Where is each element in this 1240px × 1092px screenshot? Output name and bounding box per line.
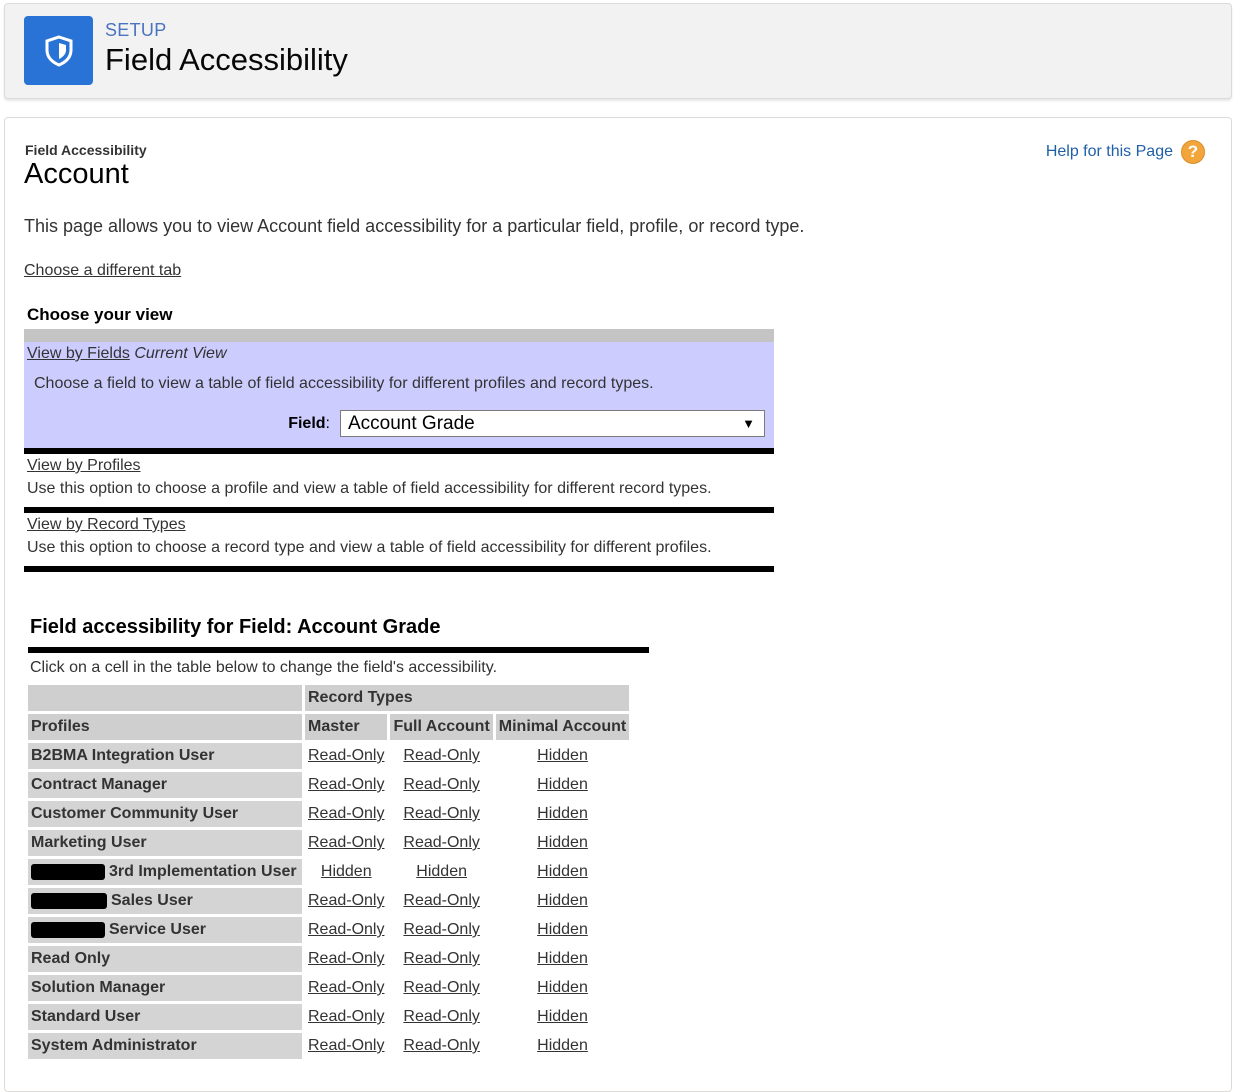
table-row xyxy=(28,743,629,769)
choose-view-header: Choose your view xyxy=(27,305,173,324)
header-eyebrow: SETUP xyxy=(105,20,167,40)
view-by-record-types-section xyxy=(24,513,774,566)
accessibility-cell xyxy=(496,888,629,914)
accessibility-value-link[interactable]: Hidden xyxy=(537,863,588,880)
help-section xyxy=(1046,140,1205,164)
profile-name: Service User xyxy=(109,921,206,938)
accessibility-value-link[interactable]: Read-Only xyxy=(403,1037,480,1054)
accessibility-value-link[interactable]: Hidden xyxy=(416,863,467,880)
accessibility-cell xyxy=(305,1033,387,1059)
table-row xyxy=(28,888,629,914)
table-corner-cell xyxy=(28,685,302,711)
accessibility-value-link[interactable]: Read-Only xyxy=(308,747,385,764)
redaction-mark xyxy=(31,922,105,938)
accessibility-value-link[interactable]: Read-Only xyxy=(308,979,385,996)
profile-name-cell xyxy=(28,743,302,769)
accessibility-cell xyxy=(305,888,387,914)
accessibility-cell xyxy=(305,917,387,943)
view-by-profiles-section xyxy=(24,454,774,507)
profile-name: Read Only xyxy=(31,950,111,967)
accessibility-cell xyxy=(496,946,629,972)
record-types-header: Record Types xyxy=(305,685,629,711)
column-header-master: Master xyxy=(305,714,387,740)
profile-name-cell xyxy=(28,1004,302,1030)
accessibility-value-link[interactable]: Read-Only xyxy=(403,950,480,967)
accessibility-value-link[interactable]: Read-Only xyxy=(403,979,480,996)
accessibility-value-link[interactable]: Hidden xyxy=(537,834,588,851)
field-select[interactable] xyxy=(340,410,765,437)
accessibility-cell xyxy=(305,1004,387,1030)
field-label: Field: xyxy=(288,414,330,432)
accessibility-value-link[interactable]: Hidden xyxy=(537,892,588,909)
choose-different-tab-link[interactable]: Choose a different tab xyxy=(24,262,182,279)
profile-name-cell xyxy=(28,772,302,798)
table-row xyxy=(28,801,629,827)
profiles-header: Profiles xyxy=(28,714,302,740)
table-row xyxy=(28,975,629,1001)
field-select-value: Account Grade xyxy=(348,412,475,434)
accessibility-cell xyxy=(390,1004,492,1030)
accessibility-cell xyxy=(496,1033,629,1059)
redaction-mark xyxy=(31,864,105,880)
accessibility-cell xyxy=(390,975,492,1001)
accessibility-value-link[interactable]: Read-Only xyxy=(308,950,385,967)
table-header-row xyxy=(28,685,629,711)
view-by-record-types-text: Use this option to choose a record type and view a table of field accessibility for different profiles. xyxy=(27,539,712,556)
accessibility-value-link[interactable]: Hidden xyxy=(537,776,588,793)
accessibility-value-link[interactable]: Read-Only xyxy=(308,776,385,793)
view-options xyxy=(24,329,774,572)
accessibility-cell xyxy=(305,772,387,798)
profile-name: Marketing User xyxy=(31,834,147,851)
help-link[interactable]: Help for this Page xyxy=(1045,143,1173,160)
accessibility-cell xyxy=(305,859,387,885)
page-description: This page allows you to view Account field accessibility for a particular field, profile, or record type. xyxy=(24,216,805,236)
accessibility-value-link[interactable]: Hidden xyxy=(537,921,588,938)
accessibility-cell xyxy=(390,743,492,769)
accessibility-value-link[interactable]: Hidden xyxy=(537,979,588,996)
accessibility-value-link[interactable]: Read-Only xyxy=(403,747,480,764)
table-header-row xyxy=(28,714,629,740)
accessibility-cell xyxy=(305,801,387,827)
table-row xyxy=(28,946,629,972)
profile-name-cell xyxy=(28,917,302,943)
profile-name: Solution Manager xyxy=(31,979,166,996)
accessibility-cell xyxy=(390,830,492,856)
view-by-record-types-link[interactable]: View by Record Types xyxy=(27,516,186,533)
profile-name: Standard User xyxy=(31,1008,141,1025)
accessibility-value-link[interactable]: Read-Only xyxy=(308,1008,385,1025)
table-row xyxy=(28,917,629,943)
accessibility-table xyxy=(25,682,632,1062)
accessibility-cell xyxy=(305,743,387,769)
accessibility-cell xyxy=(305,830,387,856)
divider xyxy=(28,647,649,653)
accessibility-cell xyxy=(496,743,629,769)
column-header-minimal-account: Minimal Account xyxy=(496,714,629,740)
field-selector-row xyxy=(288,410,765,437)
view-by-fields-section xyxy=(24,342,774,448)
profile-name: Sales User xyxy=(111,892,193,909)
divider xyxy=(24,566,774,572)
accessibility-table-body xyxy=(28,743,629,1059)
table-row xyxy=(28,859,629,885)
accessibility-cell xyxy=(305,946,387,972)
accessibility-value-link[interactable]: Read-Only xyxy=(403,892,480,909)
accessibility-cell xyxy=(496,1004,629,1030)
page-header xyxy=(4,3,1232,99)
table-row xyxy=(28,830,629,856)
profile-name: Contract Manager xyxy=(31,776,168,793)
accessibility-cell xyxy=(390,801,492,827)
table-row xyxy=(28,772,629,798)
profile-name-cell xyxy=(28,888,302,914)
profile-name-cell xyxy=(28,830,302,856)
accessibility-value-link[interactable]: Read-Only xyxy=(308,834,385,851)
profile-name-cell xyxy=(28,1033,302,1059)
accessibility-cell xyxy=(390,917,492,943)
profile-name-cell xyxy=(28,946,302,972)
object-title: Account xyxy=(24,158,129,190)
help-icon[interactable]: ? xyxy=(1181,140,1205,164)
profile-name: System Administrator xyxy=(31,1037,197,1054)
table-row xyxy=(28,1004,629,1030)
accessibility-value-link[interactable]: Read-Only xyxy=(403,921,480,938)
accessibility-cell xyxy=(496,975,629,1001)
accessibility-cell xyxy=(496,801,629,827)
redaction-mark xyxy=(31,893,107,909)
page-title: Field Accessibility xyxy=(105,42,348,77)
accessibility-value-link[interactable]: Hidden xyxy=(320,863,372,880)
main-panel xyxy=(4,117,1232,1092)
view-by-profiles-link[interactable]: View by Profiles xyxy=(27,457,141,474)
accessibility-value-link[interactable]: Hidden xyxy=(537,1037,588,1054)
accessibility-value-link[interactable]: Hidden xyxy=(537,805,588,822)
breadcrumb: Field Accessibility xyxy=(25,142,147,158)
shield-icon xyxy=(24,16,93,85)
accessibility-value-link[interactable]: Read-Only xyxy=(403,834,480,851)
accessibility-note: Click on a cell in the table below to change the field's accessibility. xyxy=(30,659,498,676)
view-by-fields-link[interactable]: View by Fields xyxy=(27,345,130,362)
accessibility-value-link[interactable]: Hidden xyxy=(537,1008,588,1025)
accessibility-cell xyxy=(390,859,492,885)
view-options-top-bar xyxy=(24,329,774,342)
column-header-full-account: Full Account xyxy=(390,714,492,740)
table-row xyxy=(28,1033,629,1059)
accessibility-value-link[interactable]: Hidden xyxy=(537,747,588,764)
accessibility-value-link[interactable]: Read-Only xyxy=(308,805,385,822)
accessibility-cell xyxy=(496,859,629,885)
profile-name: Customer Community User xyxy=(31,805,239,822)
accessibility-cell xyxy=(390,888,492,914)
accessibility-title: Field accessibility for Field: Account Grade xyxy=(30,616,441,638)
accessibility-cell xyxy=(390,946,492,972)
accessibility-cell xyxy=(390,772,492,798)
accessibility-cell xyxy=(305,975,387,1001)
profile-name-cell xyxy=(28,801,302,827)
current-view-label: Current View xyxy=(134,345,227,362)
profile-name: 3rd Implementation User xyxy=(109,863,297,880)
accessibility-value-link[interactable]: Read-Only xyxy=(403,776,480,793)
accessibility-cell xyxy=(496,917,629,943)
profile-name: B2BMA Integration User xyxy=(31,747,215,764)
accessibility-cell xyxy=(390,1033,492,1059)
accessibility-value-link[interactable]: Hidden xyxy=(537,950,588,967)
profile-name-cell xyxy=(28,859,302,885)
accessibility-value-link[interactable]: Read-Only xyxy=(403,805,480,822)
accessibility-cell xyxy=(496,772,629,798)
accessibility-value-link[interactable]: Read-Only xyxy=(308,892,385,909)
profile-name-cell xyxy=(28,975,302,1001)
chevron-down-icon: ▼ xyxy=(742,416,755,431)
view-by-fields-help: Choose a field to view a table of field accessibility for different profiles and record types. xyxy=(34,375,654,392)
view-by-profiles-text: Use this option to choose a profile and view a table of field accessibility for different record types. xyxy=(27,480,712,497)
accessibility-value-link[interactable]: Read-Only xyxy=(308,921,385,938)
accessibility-value-link[interactable]: Read-Only xyxy=(403,1008,480,1025)
accessibility-value-link[interactable]: Read-Only xyxy=(308,1037,385,1054)
accessibility-cell xyxy=(496,830,629,856)
